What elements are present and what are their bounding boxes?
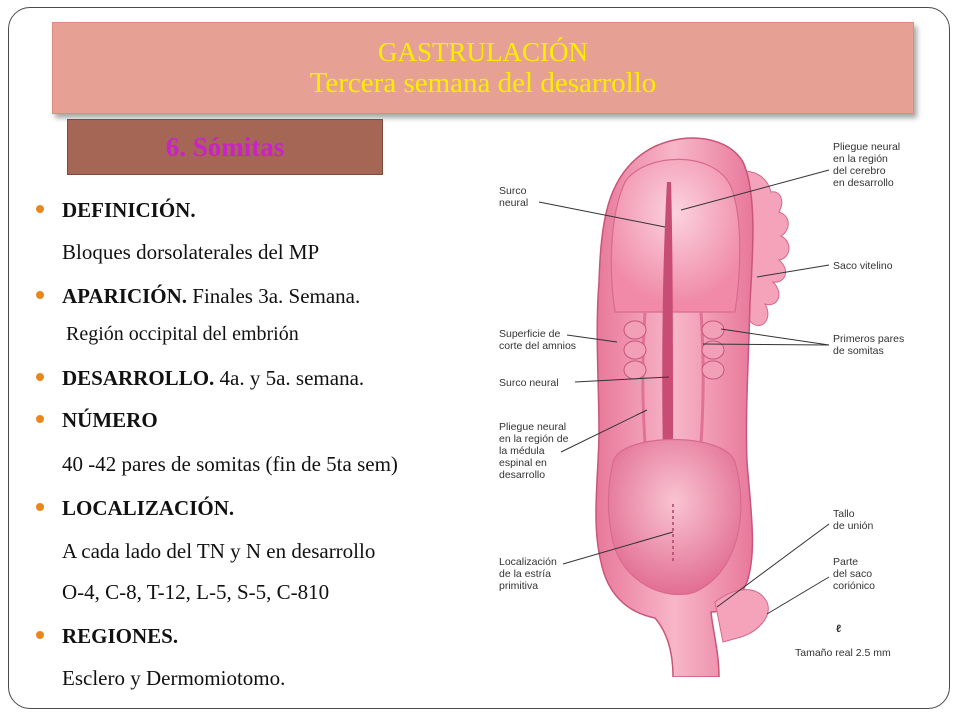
bullet-label: REGIONES.	[62, 624, 179, 648]
svg-text:Superficie decorte del amnios	[499, 328, 576, 352]
bullet-detail: Esclero y Dermomiotomo.	[62, 666, 286, 690]
bullet-regiones	[62, 624, 178, 648]
bullet-label: NÚMERO	[62, 408, 158, 432]
svg-text:Partedel sacocoriónico	[833, 556, 875, 592]
label-saco-corionico-3: coriónico	[833, 580, 876, 592]
label-somitas-2: de somitas	[833, 345, 884, 357]
label-estria-2: de la estría	[499, 568, 551, 580]
label-saco-vitelino: Saco vitelino	[833, 260, 893, 272]
title-banner	[52, 22, 914, 114]
bullet-icon	[36, 415, 44, 423]
label-estria-1: Localización	[499, 556, 557, 568]
figure-labels-left	[499, 185, 576, 592]
bullet-detail: A cada lado del TN y N en desarrollo	[62, 539, 376, 563]
label-tallo-1: Tallo	[833, 508, 855, 520]
label-estria-3: primitiva	[499, 580, 539, 592]
bullet-detail-2: O-4, C-8, T-12, L-5, S-5, C-810	[62, 580, 330, 604]
bullet-label: LOCALIZACIÓN.	[62, 496, 235, 520]
somites-right	[702, 321, 724, 379]
svg-text:Surco neural	[499, 377, 559, 389]
label-pliegue-medula-4: espinal en	[499, 457, 547, 469]
bullet-icon	[36, 503, 44, 511]
somites-left	[624, 321, 646, 379]
svg-text:Localizaciónde la estríaprimit	[499, 556, 557, 592]
label-pliegue-medula-1: Pliegue neural	[499, 421, 567, 433]
bullet-icon	[36, 291, 44, 299]
label-superficie-1: Superficie de	[499, 328, 561, 340]
svg-text:Pliegue neuralen la región del	[499, 421, 569, 481]
label-surco-neural-top-2: neural	[499, 197, 529, 209]
bullet-detail: Bloques dorsolaterales del MP	[62, 240, 320, 264]
label-pliegue-cerebro-1: Pliegue neural	[833, 141, 901, 153]
svg-text:Surconeural	[499, 185, 528, 209]
figure-labels-right	[795, 141, 904, 659]
embryo-illustration	[495, 132, 945, 677]
title-line-1: GASTRULACIÓN	[377, 37, 588, 67]
label-saco-corionico-1: Parte	[833, 556, 859, 568]
bullet-desarrollo	[62, 366, 364, 390]
label-pliegue-medula-2: en la región de	[499, 433, 569, 445]
bullet-localizacion	[62, 496, 234, 520]
chorionic-sac-shape	[715, 590, 768, 642]
svg-text:Tallode unión	[833, 508, 873, 532]
bullet-text: 4a. y 5a. semana.	[214, 366, 365, 390]
scale-mark-icon: ℓ	[836, 623, 842, 635]
title-line-2: Tercera semana del desarrollo	[309, 67, 657, 99]
label-saco-corionico-2: del saco	[833, 568, 873, 580]
bullet-label: APARICIÓN.	[62, 284, 188, 308]
bullet-numero	[62, 408, 158, 432]
section-heading	[67, 119, 383, 175]
svg-text:Saco vitelino	[833, 260, 893, 272]
label-pliegue-medula-5: desarrollo	[499, 469, 546, 481]
svg-text:Tamaño real 2.5 mm	[795, 647, 891, 659]
label-pliegue-cerebro-2: en la región	[833, 153, 888, 165]
label-pliegue-cerebro-3: del cerebro	[833, 165, 886, 177]
label-superficie-2: corte del amnios	[499, 340, 577, 352]
label-scale: Tamaño real 2.5 mm	[795, 647, 891, 659]
section-label: 6. Sómitas	[165, 131, 285, 162]
bullet-icon	[36, 373, 44, 381]
bullet-label: DESARROLLO.	[62, 366, 215, 390]
bullet-icon	[36, 631, 44, 639]
svg-text:Pliegue neuralen la regióndel	[833, 141, 900, 189]
label-pliegue-medula-3: la médula	[499, 445, 545, 457]
caudal-region-shape	[609, 440, 741, 595]
label-surco-neural-top-1: Surco	[499, 185, 527, 197]
head-fold-shape	[611, 159, 739, 312]
bullet-text: Finales 3a. Semana.	[187, 284, 361, 308]
label-pliegue-cerebro-4: en desarrollo	[833, 177, 894, 189]
bullet-label: DEFINICIÓN.	[62, 198, 196, 222]
bullet-detail: Región occipital del embrión	[66, 323, 299, 345]
bullet-icon	[36, 205, 44, 213]
bullet-aparicion	[62, 284, 360, 308]
label-somitas-1: Primeros pares	[833, 333, 905, 345]
bullet-definicion	[62, 198, 196, 222]
label-tallo-2: de unión	[833, 520, 874, 532]
svg-text:Primeros paresde somitas	[833, 333, 904, 357]
bullet-detail: 40 -42 pares de somitas (fin de 5ta sem)	[62, 452, 398, 476]
label-surco-neural-mid: Surco neural	[499, 377, 559, 389]
